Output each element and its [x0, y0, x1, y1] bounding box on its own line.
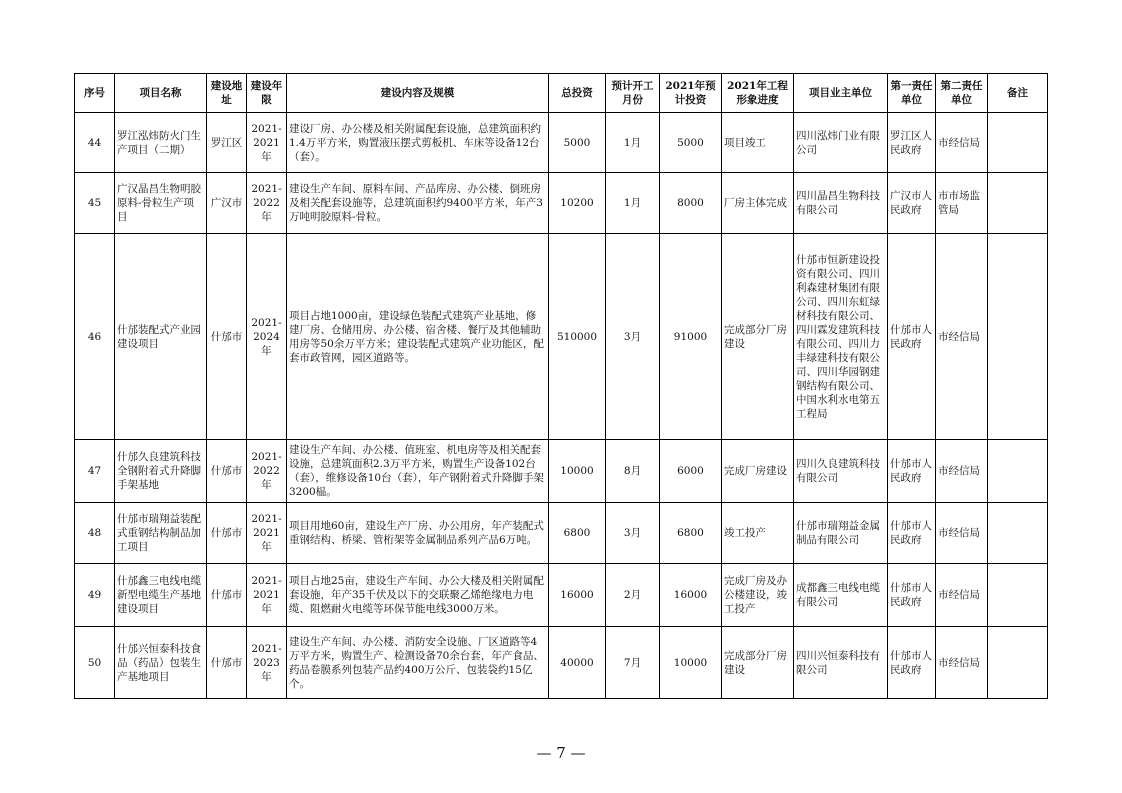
cell-address: 罗江区 — [207, 113, 247, 173]
cell-address: 广汉市 — [207, 173, 247, 234]
cell-address: 什邡市 — [207, 627, 247, 699]
cell-note — [988, 173, 1048, 234]
cell-years: 2021-2022年 — [247, 440, 287, 503]
cell-resp1: 什邡市人民政府 — [888, 234, 936, 440]
header-note: 备注 — [988, 74, 1048, 113]
cell-month: 3月 — [606, 503, 660, 564]
cell-resp2: 市经信局 — [936, 564, 988, 627]
cell-years: 2021-2021年 — [247, 503, 287, 564]
cell-no: 44 — [75, 113, 115, 173]
cell-name: 广汉晶昌生物明胶原料-骨粒生产项目 — [115, 173, 207, 234]
cell-note — [988, 564, 1048, 627]
cell-resp1: 什邡市人民政府 — [888, 627, 936, 699]
table-row — [75, 627, 1048, 699]
cell-invest2021: 8000 — [660, 173, 722, 234]
cell-invest2021: 10000 — [660, 627, 722, 699]
cell-total: 10200 — [549, 173, 606, 234]
cell-no: 46 — [75, 234, 115, 440]
cell-content: 建设生产车间、办公楼、值班室、机电房等及相关配套设施，总建筑面积2.3万平方米，购置生产设备102台（套），维修设备10台（套），年产钢附着式升降脚手架3200榀。 — [287, 440, 549, 503]
cell-address: 什邡市 — [207, 234, 247, 440]
cell-progress: 竣工投产 — [722, 503, 794, 564]
cell-note — [988, 627, 1048, 699]
cell-progress: 厂房主体完成 — [722, 173, 794, 234]
cell-progress: 完成厂房建设 — [722, 440, 794, 503]
cell-name: 什邡市瑞翔益装配式重钢结构制品加工项目 — [115, 503, 207, 564]
cell-owner: 四川久良建筑科技有限公司 — [794, 440, 888, 503]
cell-invest2021: 16000 — [660, 564, 722, 627]
table-row — [75, 173, 1048, 234]
cell-note — [988, 113, 1048, 173]
cell-resp1: 什邡市人民政府 — [888, 440, 936, 503]
cell-month: 3月 — [606, 234, 660, 440]
cell-total: 10000 — [549, 440, 606, 503]
cell-years: 2021-2021年 — [247, 564, 287, 627]
cell-name: 什邡兴恒泰科技食品（药品）包装生产基地项目 — [115, 627, 207, 699]
cell-no: 47 — [75, 440, 115, 503]
cell-total: 6800 — [549, 503, 606, 564]
cell-owner: 四川兴恒泰科技有限公司 — [794, 627, 888, 699]
cell-name: 什邡装配式产业园建设项目 — [115, 234, 207, 440]
cell-note — [988, 440, 1048, 503]
header-progress: 2021年工程形象进度 — [722, 74, 794, 113]
cell-month: 1月 — [606, 173, 660, 234]
table-row — [75, 113, 1048, 173]
header-owner: 项目业主单位 — [794, 74, 888, 113]
cell-content: 项目占地25亩，建设生产车间、办公大楼及相关附属配套设施，年产35千伏及以下的交联聚乙烯绝缘电力电缆、阻燃耐火电缆等环保节能电线3000万米。 — [287, 564, 549, 627]
header-month: 预计开工月份 — [606, 74, 660, 113]
cell-note — [988, 234, 1048, 440]
page-number: — 7 — — [536, 744, 586, 762]
cell-progress: 完成厂房及办公楼建设，竣工投产 — [722, 564, 794, 627]
cell-resp2: 市经信局 — [936, 234, 988, 440]
cell-month: 1月 — [606, 113, 660, 173]
table-row — [75, 503, 1048, 564]
cell-name: 什邡久良建筑科技全钢附着式升降脚手架基地 — [115, 440, 207, 503]
cell-resp1: 什邡市人民政府 — [888, 503, 936, 564]
header-name: 项目名称 — [115, 74, 207, 113]
header-years: 建设年限 — [247, 74, 287, 113]
cell-progress: 完成部分厂房建设 — [722, 627, 794, 699]
header-resp2: 第二责任单位 — [936, 74, 988, 113]
cell-no: 49 — [75, 564, 115, 627]
cell-month: 7月 — [606, 627, 660, 699]
table-row — [75, 440, 1048, 503]
cell-resp2: 市经信局 — [936, 627, 988, 699]
cell-address: 什邡市 — [207, 440, 247, 503]
cell-total: 40000 — [549, 627, 606, 699]
cell-name: 什邡鑫三电线电缆新型电缆生产基地建设项目 — [115, 564, 207, 627]
cell-content: 项目占地1000亩，建设绿色装配式建筑产业基地，修建厂房、仓储用房、办公楼、宿舍楼、餐厅及其他辅助用房等50余万平方米；建设装配式建筑产业功能区，配套市政管网，园区道路等。 — [287, 234, 549, 440]
cell-owner: 成都鑫三电线电缆有限公司 — [794, 564, 888, 627]
header-invest2021: 2021年预计投资 — [660, 74, 722, 113]
cell-no: 45 — [75, 173, 115, 234]
cell-invest2021: 91000 — [660, 234, 722, 440]
cell-progress: 项目竣工 — [722, 113, 794, 173]
cell-invest2021: 6000 — [660, 440, 722, 503]
cell-no: 50 — [75, 627, 115, 699]
project-table — [74, 73, 1048, 699]
cell-invest2021: 5000 — [660, 113, 722, 173]
cell-owner: 什邡市恒新建设投资有限公司、四川利森建材集团有限公司、四川东虹绿材科技有限公司、四川霖发建筑科技有限公司、四川力丰绿建科技有限公司、四川华园钢建钢结构有限公司、中国水利水电第五工程局 — [794, 234, 888, 440]
cell-address: 什邡市 — [207, 503, 247, 564]
cell-address: 什邡市 — [207, 564, 247, 627]
cell-owner: 四川晶昌生物科技有限公司 — [794, 173, 888, 234]
header-total: 总投资 — [549, 74, 606, 113]
cell-resp2: 市经信局 — [936, 113, 988, 173]
cell-content: 建设生产车间、原料车间、产品库房、办公楼、倒班房及相关配套设施等，总建筑面积约9400平方米，年产3万吨明胶原料-骨粒。 — [287, 173, 549, 234]
cell-content: 建设生产车间、办公楼、消防安全设施、厂区道路等4万平方米，购置生产、检测设备70余台套，年产食品、药品卷膜系列包装产品约400万公斤、包装袋约15亿个。 — [287, 627, 549, 699]
cell-years: 2021-2024年 — [247, 234, 287, 440]
cell-resp1: 什邡市人民政府 — [888, 564, 936, 627]
header-address: 建设地址 — [207, 74, 247, 113]
cell-total: 5000 — [549, 113, 606, 173]
cell-content: 建设厂房、办公楼及相关附属配套设施，总建筑面积约1.4万平方米，购置液压摆式剪板机、车床等设备12台（套）。 — [287, 113, 549, 173]
cell-resp2: 市经信局 — [936, 440, 988, 503]
cell-month: 8月 — [606, 440, 660, 503]
header-no: 序号 — [75, 74, 115, 113]
cell-note — [988, 503, 1048, 564]
cell-owner: 什邡市瑞翔益金属制品有限公司 — [794, 503, 888, 564]
header-resp1: 第一责任单位 — [888, 74, 936, 113]
cell-years: 2021-2023年 — [247, 627, 287, 699]
cell-years: 2021-2021年 — [247, 113, 287, 173]
cell-content: 项目用地60亩，建设生产厂房、办公用房，年产装配式重钢结构、桥梁、管桁架等金属制品系列产品6万吨。 — [287, 503, 549, 564]
cell-name: 罗江泓炜防火门生产项目（二期） — [115, 113, 207, 173]
cell-invest2021: 6800 — [660, 503, 722, 564]
table-header-row — [75, 74, 1048, 113]
header-content: 建设内容及规模 — [287, 74, 549, 113]
cell-progress: 完成部分厂房建设 — [722, 234, 794, 440]
table-row — [75, 564, 1048, 627]
cell-total: 510000 — [549, 234, 606, 440]
cell-resp2: 市市场监管局 — [936, 173, 988, 234]
cell-years: 2021-2022年 — [247, 173, 287, 234]
cell-month: 2月 — [606, 564, 660, 627]
cell-resp2: 市经信局 — [936, 503, 988, 564]
cell-owner: 四川泓炜门业有限公司 — [794, 113, 888, 173]
table-row — [75, 234, 1048, 440]
cell-resp1: 广汉市人民政府 — [888, 173, 936, 234]
cell-total: 16000 — [549, 564, 606, 627]
cell-no: 48 — [75, 503, 115, 564]
cell-resp1: 罗江区人民政府 — [888, 113, 936, 173]
